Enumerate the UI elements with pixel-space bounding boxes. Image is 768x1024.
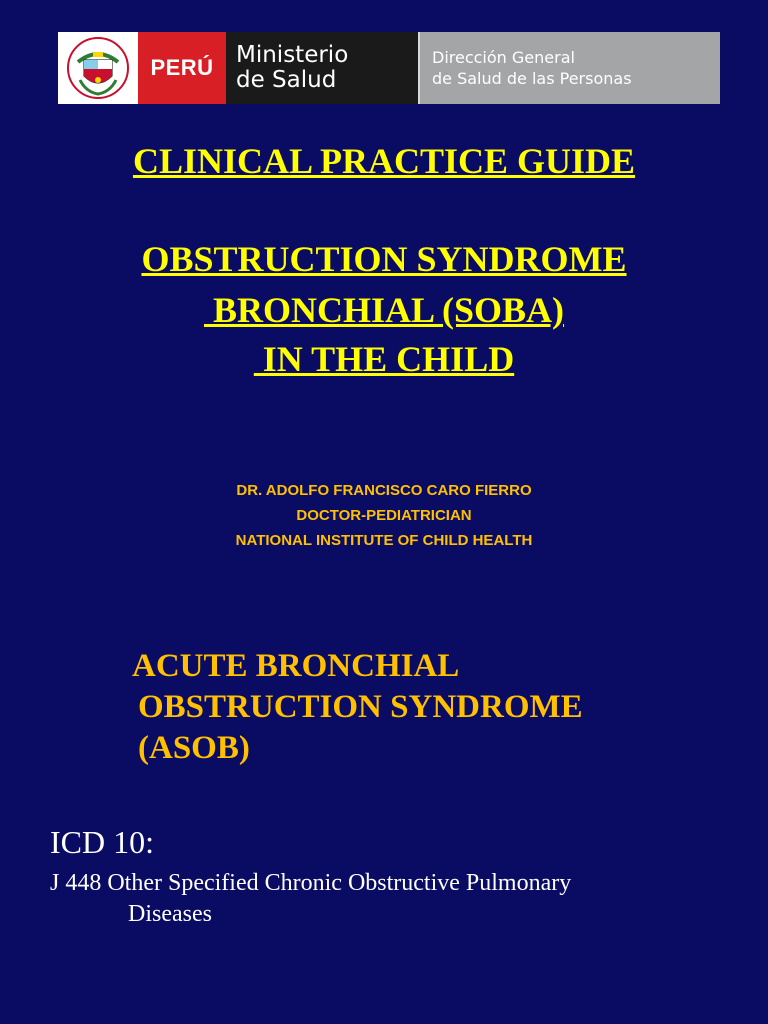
icd-heading: ICD 10: <box>50 824 154 860</box>
asob-line2: OBSTRUCTION SYNDROME <box>138 689 583 725</box>
peru-label: PERÚ <box>138 32 226 104</box>
ministry-line2: de Salud <box>236 67 337 93</box>
direction-logo-text <box>418 32 720 104</box>
author-institution: NATIONAL INSTITUTE OF CHILD HEALTH <box>235 532 533 549</box>
author-role: DOCTOR-PEDIATRICIAN <box>296 507 472 524</box>
title-line3: BRONCHIAL (SOBA) <box>203 290 565 330</box>
asob-line1: ACUTE BRONCHIAL <box>132 648 460 684</box>
title-line4: IN THE CHILD <box>253 339 515 379</box>
peru-coat-of-arms-icon <box>66 36 130 100</box>
seal-logo-box <box>58 32 138 104</box>
icd-code-line-cont: Diseases <box>128 901 212 927</box>
asob-heading <box>132 646 583 769</box>
ministry-logo-text <box>226 32 418 104</box>
icd-code-line: J 448 Other Specified Chronic Obstructive Pulmonary <box>50 870 572 896</box>
direction-line2: de Salud de las Personas <box>432 69 632 88</box>
author-block <box>0 478 768 553</box>
author-name: DR. ADOLFO FRANCISCO CARO FIERRO <box>236 482 532 499</box>
title-line1: CLINICAL PRACTICE GUIDE <box>132 141 636 181</box>
direction-line1: Dirección General <box>432 48 575 67</box>
title-line2: OBSTRUCTION SYNDROME <box>141 239 627 279</box>
header-banner <box>58 32 720 104</box>
asob-line3: (ASOB) <box>138 730 250 766</box>
ministry-line1: Ministerio <box>236 42 349 68</box>
icd-description <box>50 868 740 930</box>
